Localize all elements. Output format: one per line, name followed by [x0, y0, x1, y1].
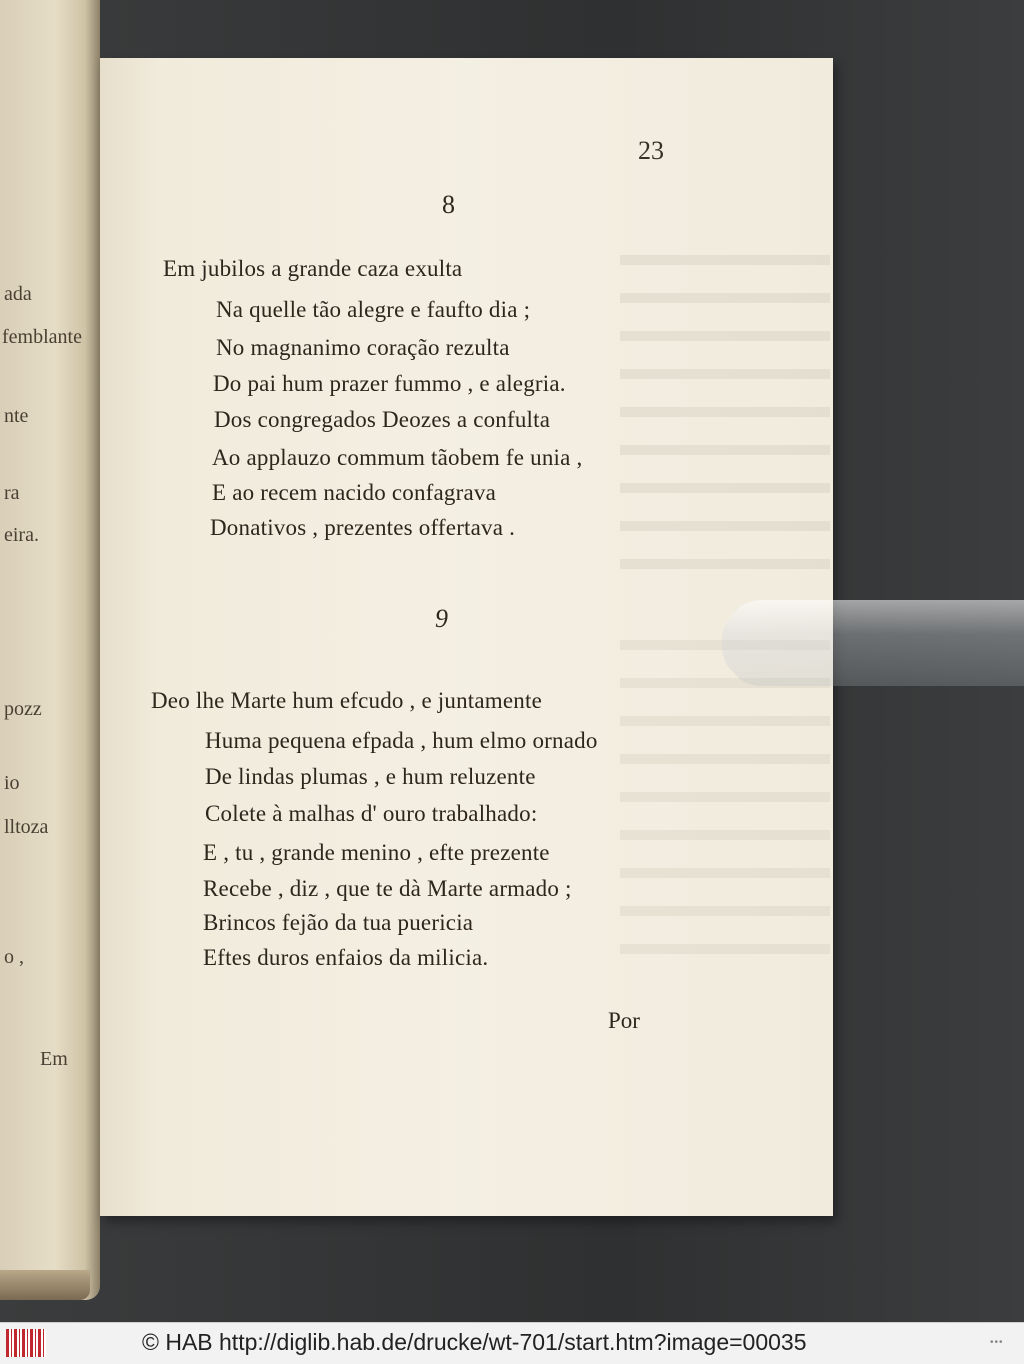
- catchword: Por: [608, 1008, 640, 1033]
- left-fragment: Em: [40, 1048, 68, 1070]
- stanza-number: 8: [442, 190, 455, 219]
- left-fragment: o ,: [4, 946, 24, 968]
- verse-line: No magnanimo coração rezulta: [216, 335, 510, 360]
- footer-bar: [0, 1322, 1024, 1364]
- verse-line: Eftes duros enfaios da milicia.: [203, 945, 489, 970]
- previous-page-edge: [0, 0, 100, 1300]
- left-fragment: ra: [4, 482, 20, 504]
- verse-line: Huma pequena efpada , hum elmo ornado: [205, 728, 598, 753]
- verse-line: E , tu , grande menino , efte prezente: [203, 840, 550, 865]
- left-fragment: pozz: [4, 698, 42, 720]
- stanza-number: 9: [435, 604, 448, 633]
- page-clip: [722, 600, 1024, 686]
- copyright-credit: © HAB http://diglib.hab.de/drucke/wt-701/start.htm?image=00035: [142, 1329, 807, 1355]
- verse-line: De lindas plumas , e hum reluzente: [205, 764, 536, 789]
- verse-line: Em jubilos a grande caza exulta: [163, 256, 463, 281]
- verse-line: Brincos fejão da tua puericia: [203, 910, 474, 935]
- page-edge-shadow: [0, 1270, 90, 1300]
- hab-logo-icon: [6, 1329, 46, 1357]
- left-fragment: lltoza: [4, 816, 49, 838]
- left-fragment: nte: [4, 405, 29, 427]
- verse-line: Dos congregados Deozes a confulta: [214, 407, 551, 432]
- left-fragment: eira.: [4, 524, 39, 546]
- verse-line: E ao recem nacido confagrava: [212, 480, 496, 505]
- verse-line: Donativos , prezentes offertava .: [210, 515, 516, 540]
- verse-line: Colete à malhas d' ouro trabalhado:: [205, 801, 538, 826]
- left-fragment: femblante: [2, 326, 82, 348]
- verse-line: Recebe , diz , que te dà Marte armado ;: [203, 876, 572, 901]
- page-number: 23: [638, 136, 664, 165]
- verse-line: Do pai hum prazer fummo , e alegria.: [213, 371, 566, 396]
- left-fragment: ada: [4, 283, 32, 305]
- more-dots-icon: •••: [990, 1337, 1004, 1348]
- verse-line: Na quelle tão alegre e faufto dia ;: [216, 297, 531, 322]
- bleed-through-text: [620, 640, 830, 980]
- left-fragment: io: [4, 772, 20, 794]
- verse-line: Ao applauzo commum tãobem fe unia ,: [212, 445, 583, 470]
- verse-line: Deo lhe Marte hum efcudo , e juntamente: [151, 688, 542, 713]
- bleed-through-text: [620, 255, 830, 575]
